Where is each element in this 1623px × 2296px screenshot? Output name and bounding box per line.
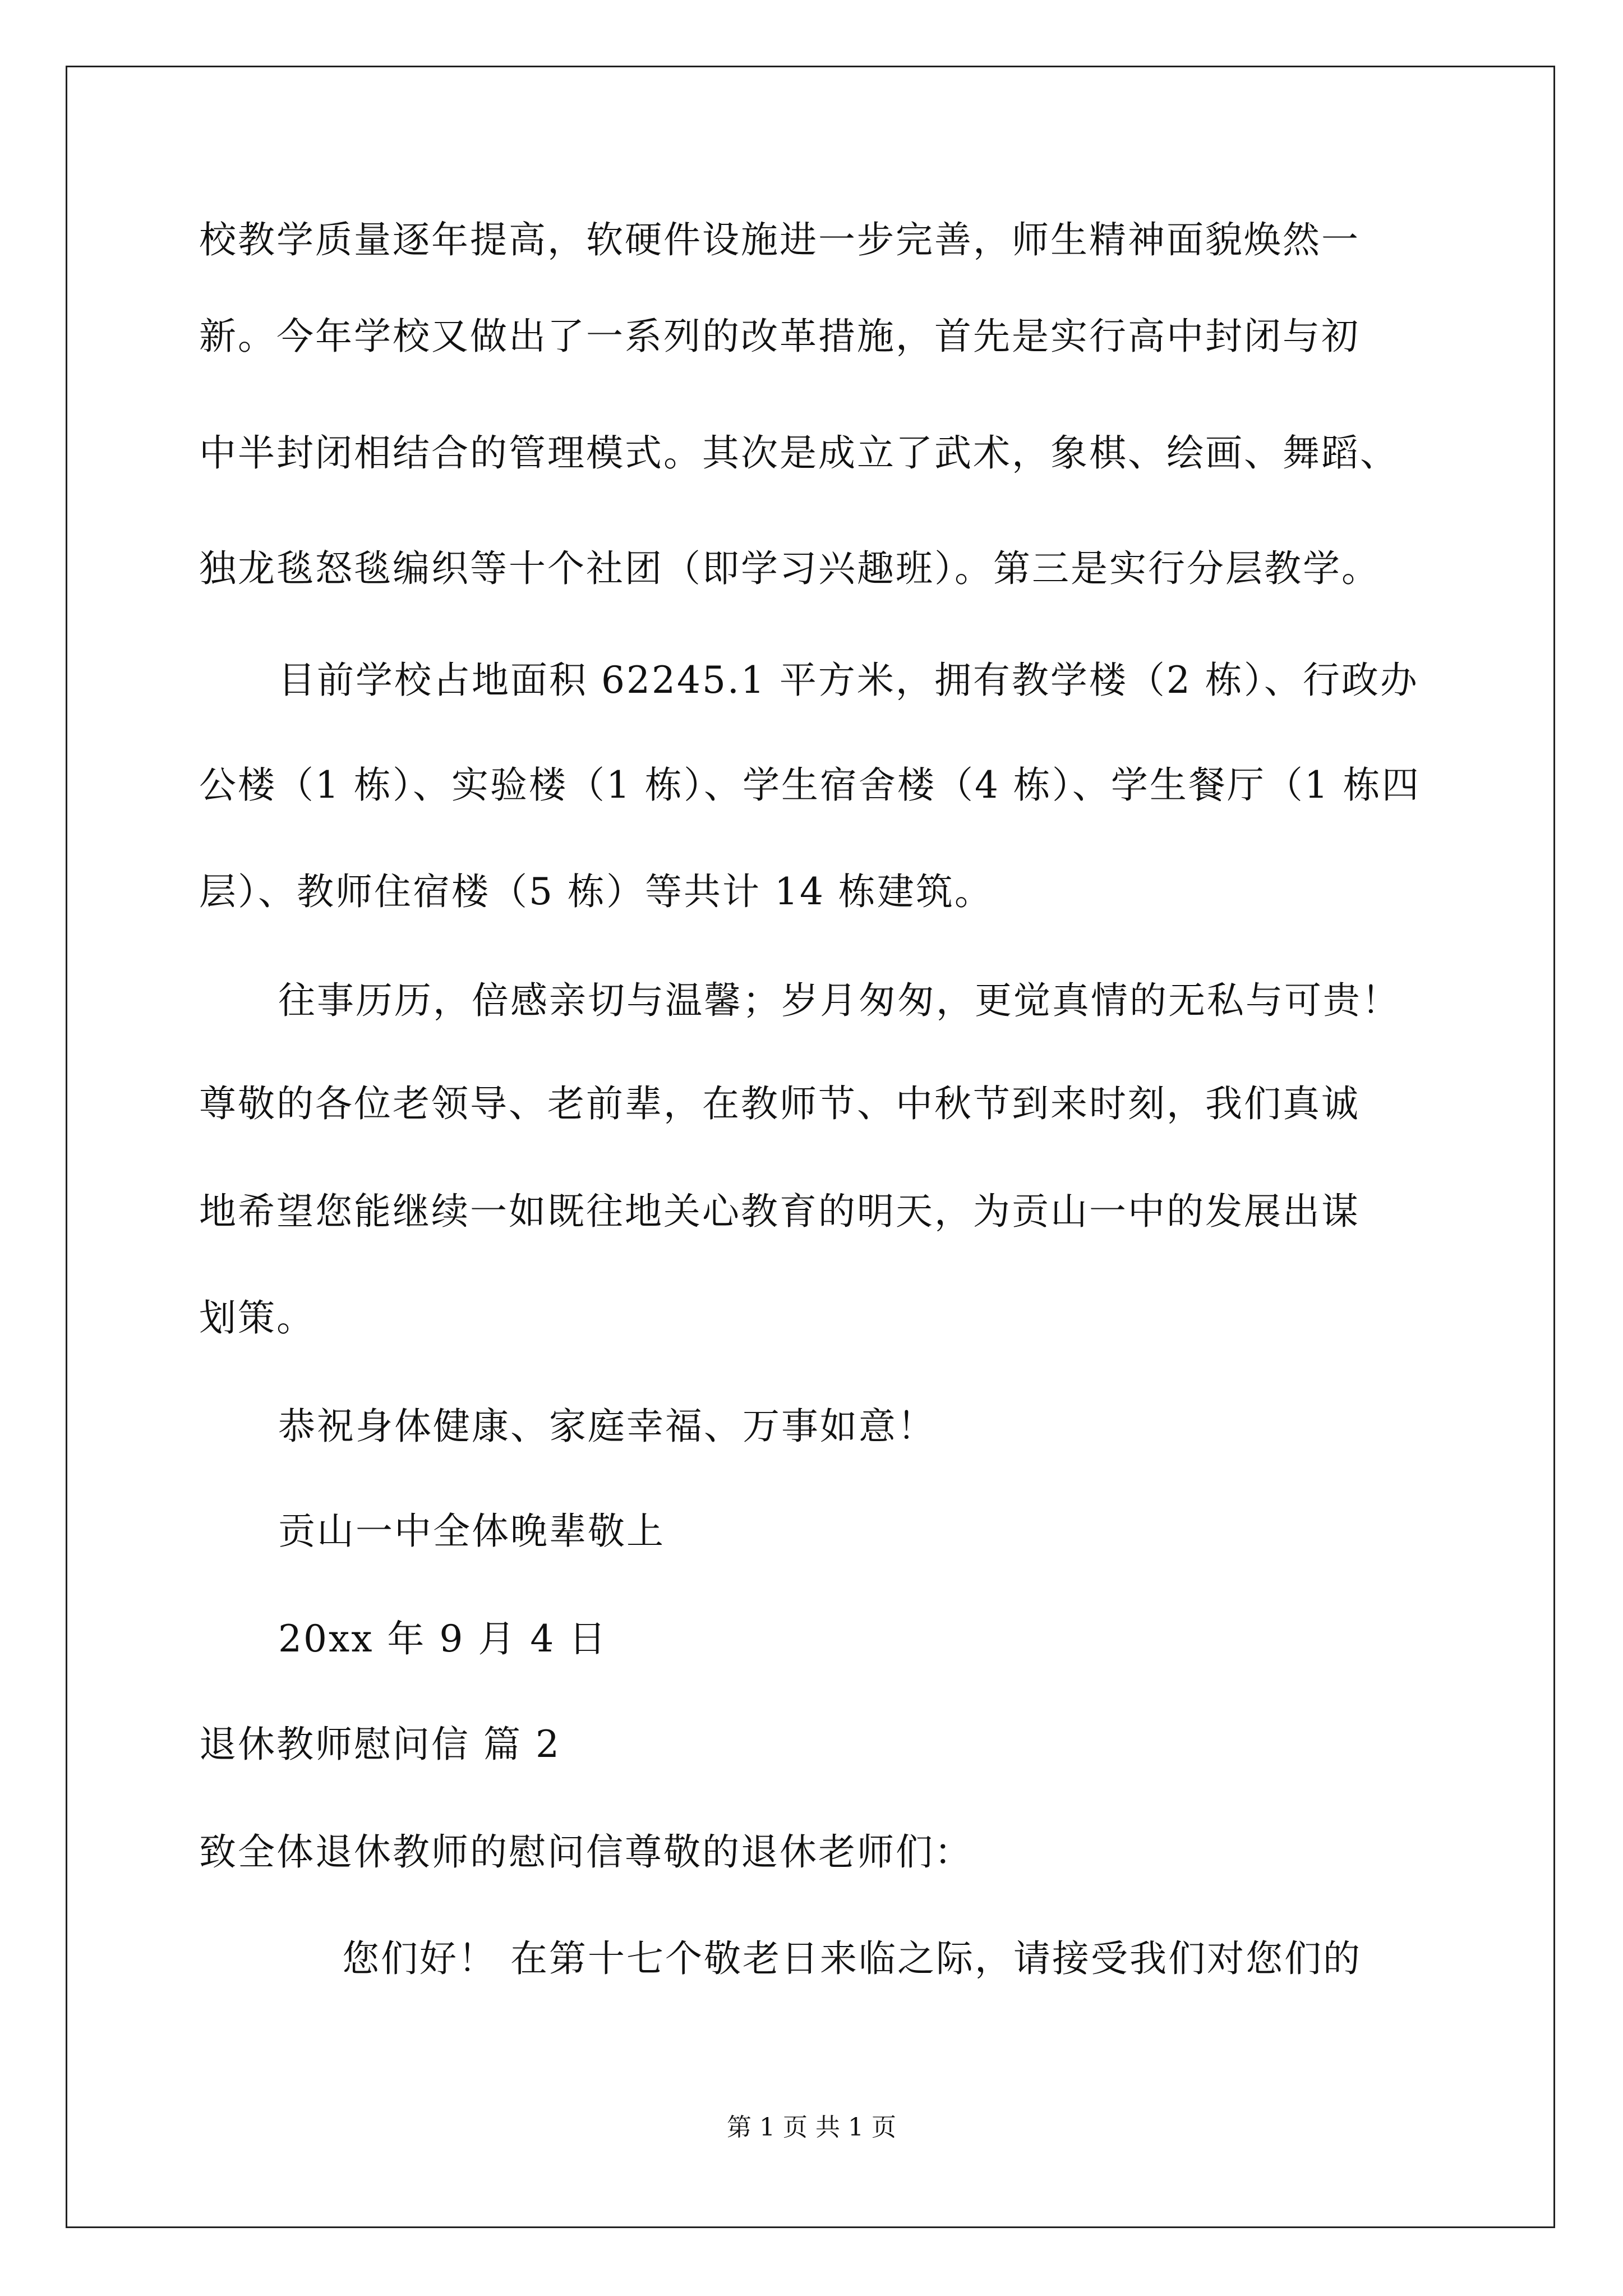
signature-line: 贡山一中全体晚辈敬上 [278,1510,665,1553]
body-line-2: 新。今年学校又做出了一系列的改革措施，首先是实行高中封闭与初 [199,315,1360,358]
page-footer: 第 1 页 共 1 页 [727,2113,896,2142]
body-line-10: 地希望您能继续一如既往地关心教育的明天，为贡山一中的发展出谋 [199,1190,1360,1233]
greeting-line: 恭祝身体健康、家庭幸福、万事如意！ [278,1405,936,1448]
letter-title-line: 致全体退休教师的慰问信尊敬的退休老师们： [199,1830,973,1874]
section-heading: 退休教师慰问信 篇 2 [199,1723,561,1766]
body-line-9: 尊敬的各位老领导、老前辈，在教师节、中秋节到来时刻，我们真诚 [199,1082,1360,1125]
page-border [66,66,1555,2228]
body-line-3: 中半封闭相结合的管理模式。其次是成立了武术，象棋、绘画、舞蹈、 [199,431,1399,475]
body-line-5: 目前学校占地面积 62245.1 平方米，拥有教学楼（2 栋）、行政办 [278,659,1419,702]
body-line-8: 往事历历，倍感亲切与温馨；岁月匆匆，更觉真情的无私与可贵！ [278,979,1400,1022]
body-line-1: 校教学质量逐年提高，软硬件设施进一步完善，师生精神面貌焕然一 [199,218,1360,261]
date-line: 20xx 年 9 月 4 日 [278,1617,608,1660]
letter-opening-line: 您们好！ 在第十七个敬老日来临之际，请接受我们对您们的 [342,1937,1362,1980]
body-line-11: 划策。 [199,1296,315,1340]
body-line-7: 层）、教师住宿楼（5 栋）等共计 14 栋建筑。 [199,870,993,913]
body-line-4: 独龙毯怒毯编织等十个社团（即学习兴趣班）。第三是实行分层教学。 [199,547,1380,590]
body-line-6: 公楼（1 栋）、实验楼（1 栋）、学生宿舍楼（4 栋）、学生餐厅（1 栋四 [199,763,1421,807]
